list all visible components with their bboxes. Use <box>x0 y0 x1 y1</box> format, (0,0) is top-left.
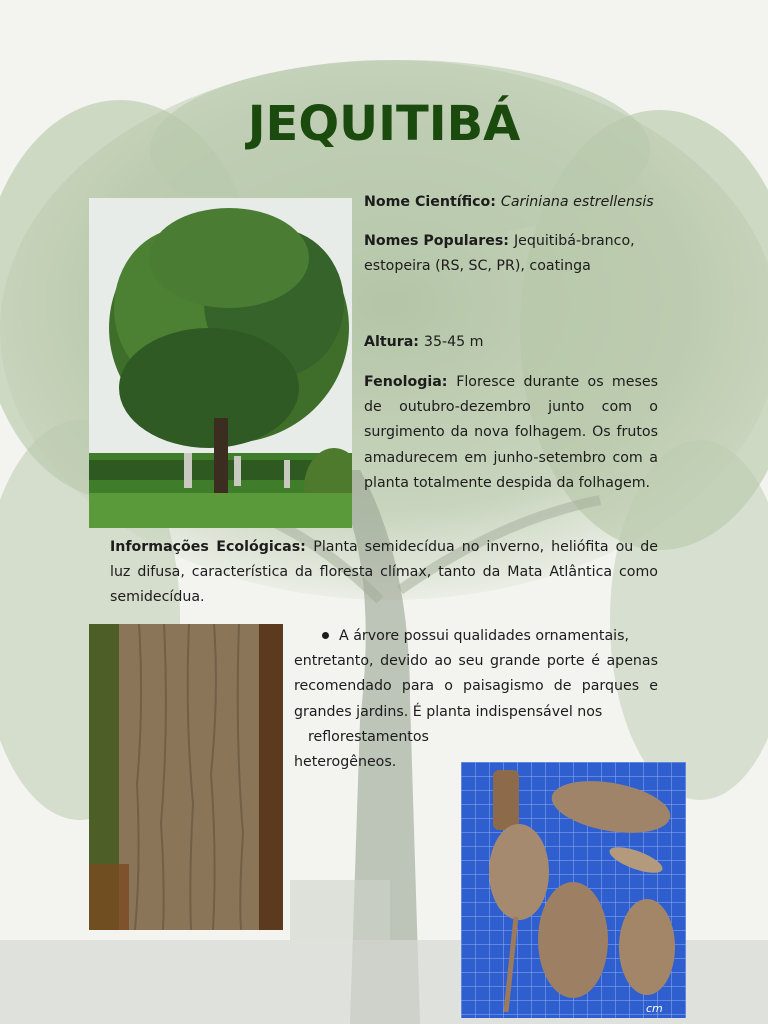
altura-label: Altura: <box>364 334 424 350</box>
bullet-icon <box>322 632 329 639</box>
fruit-photo-mark: cm <box>646 1002 663 1015</box>
bullet-line-rest: entretanto, devido ao seu grande porte é apenas recomendado para o paisagismo de parques e grandes jardins. É planta indispensável nos <box>294 653 658 720</box>
bullet-line-indent: reflorestamentos <box>308 728 429 745</box>
nomes-populares <box>364 229 654 279</box>
bark-photo <box>89 624 283 930</box>
bullet-paragraph <box>294 624 658 775</box>
informacoes-ecologicas <box>110 535 658 611</box>
fenologia-label: Fenologia: <box>364 374 457 390</box>
fenologia-value: Floresce durante os meses de outubro-dezembro junto com o surgimento da nova folhagem. Os frutos amadurecem em junho-setembro com a planta totalmente despida da folhagem. <box>364 374 658 491</box>
bullet-line-1: A árvore possui qualidades ornamentais, <box>294 624 658 649</box>
fruit-photo <box>461 762 686 1018</box>
info-ecologicas-value: Planta semidecídua no inverno, heliófita ou de luz difusa, característica da floresta clímax, tanto da Mata Atlântica como semidecídua. <box>110 539 658 606</box>
tree-photo <box>89 198 352 528</box>
altura <box>364 330 658 355</box>
bullet-line-last: heterogêneos. <box>294 754 397 771</box>
altura-value: 35-45 m <box>423 334 484 350</box>
nomes-populares-value: Jequitibá-branco, estopeira (RS, SC, PR), coatinga <box>364 233 635 275</box>
nome-cientifico <box>364 190 664 215</box>
fenologia <box>364 370 658 496</box>
info-ecologicas-label: Informações Ecológicas: <box>110 539 314 555</box>
nome-cientifico-label: Nome Científico: <box>364 194 501 210</box>
nomes-populares-label: Nomes Populares: <box>364 233 514 249</box>
nome-cientifico-value: Cariniana estrellensis <box>500 194 654 210</box>
page-title: JEQUITIBÁ <box>247 96 521 152</box>
